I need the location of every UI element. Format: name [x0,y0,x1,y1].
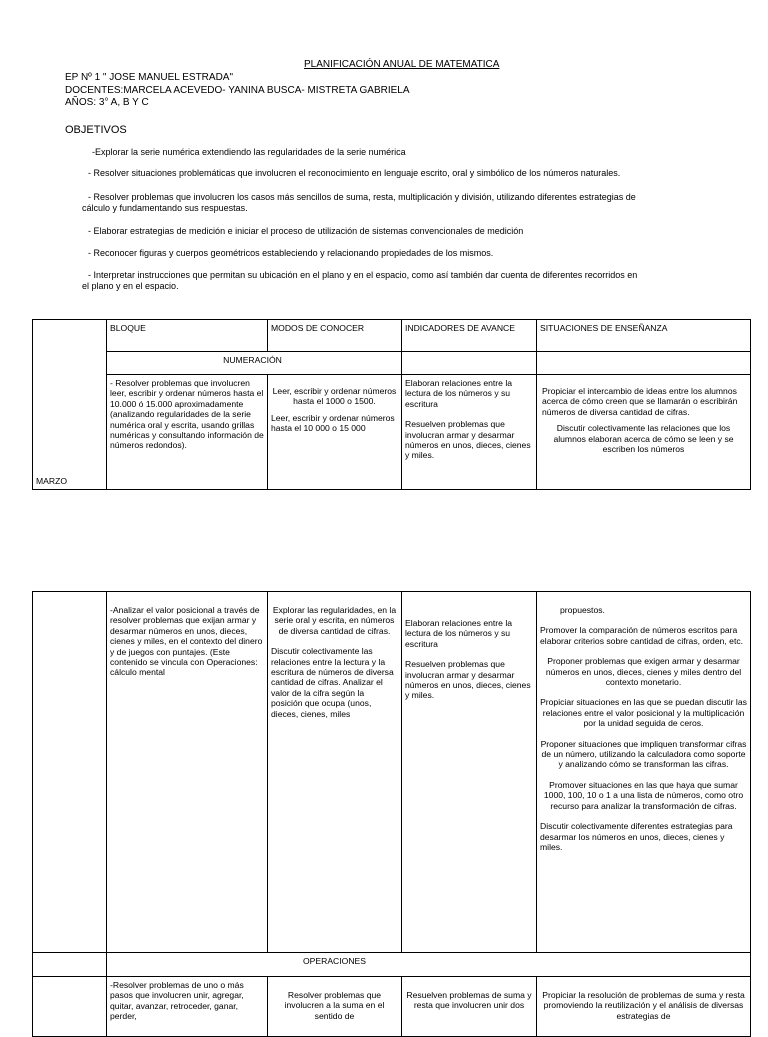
objective-line: - Reconocer figuras y cuerpos geométricos estableciendo y relacionando propiedades de los mismos. [88,248,494,258]
ops-situaciones-cell: Propiciar la resolución de problemas de suma y resta promoviendo la reutilización y el análisis de diversas estrategias de [537,977,751,1037]
objectives-heading: OBJETIVOS [65,124,127,136]
situaciones-cell [537,592,751,953]
month-cell-empty [33,977,107,1037]
modos-text: Leer, escribir y ordenar números hasta el 10 000 o 15 000 [271,412,395,434]
indicadores-cell [402,375,537,490]
modos-cell [268,375,402,490]
modos-text: Discutir colectivamente las relaciones entre la lectura y la escritura de números de diversa cantidad de cifras. Analizar el valor de la cifra según la posición que ocupa (unos, dieces, cienes, miles [271,646,394,719]
month-cell-empty [33,592,107,953]
bloque-cell: - Resolver problemas que involucren leer, escribir y ordenar números hasta el 10.000 ó 15.000 aproximadamente (analizando regularidades de la serie numérica oral y escrita, usando grillas numéricas y consultando información de números redondos). [107,375,268,490]
month-cell-empty [33,953,107,977]
month-cell [33,320,107,490]
situacion-text: Proponer situaciones que impliquen transformar cifras de un número, utilizando la calculadora como soporte y analizando cómo se transforman las cifras. [540,738,747,770]
objective-6 [82,270,638,292]
situacion-text: Promover la comparación de números escritos para elaborar criterios sobre cantidad de cifras, orden, etc. [540,625,744,646]
header-situaciones: SITUACIONES DE ENSEÑANZA [537,320,751,352]
situacion-text: Discutir colectivamente las relaciones que los alumnos elaboran acerca de cómo se leen y se escriben los números [553,423,734,455]
objective-line: el plano y en el espacio. [82,281,179,291]
header-modos: MODOS DE CONOCER [268,320,402,352]
section-operaciones [107,953,751,977]
ops-bloque-cell: -Resolver problemas de uno o más pasos que involucren unir, agregar, quitar, avanzar, retroceder, ganar, perder, [107,977,268,1037]
planning-table-continued [32,591,751,1037]
indicador-text: Elaboran relaciones entre la lectura de los números y su escritura [405,618,513,649]
modos-text: Explorar las regularidades, en la serie oral y escrita, en números de diversa cantidad de cifras. [272,605,397,636]
document-title: PLANIFICACIÓN ANUAL DE MATEMATICA [304,59,500,70]
modos-cell [268,592,402,953]
objective-1 [92,147,406,158]
objective-2 [88,168,620,179]
objective-line: cálculo y fundamentando sus respuestas. [82,203,248,213]
month-label: MARZO [36,475,68,486]
objective-line: - Resolver situaciones problemáticas que involucren el reconocimiento en lenguaje escrito, oral y simbólico de los números naturales. [88,168,621,178]
ops-modos-cell: Resolver problemas que involucren a la suma en el sentido de [268,977,402,1037]
situacion-text: Propiciar situaciones en las que se puedan discutir las relaciones entre el valor posicional y la multiplicación por la unidad seguida de ceros. [540,697,747,729]
indicador-text: Resuelven problemas que involucran armar y desarmar números en unos, dieces, cienes y miles. [405,659,531,701]
years-line: AÑOS: 3° A, B Y C [65,97,149,108]
situaciones-cell [537,375,751,490]
objective-4 [88,226,523,237]
objective-line: - Resolver problemas que involucren los casos más sencillos de suma, resta, multiplicación y división, utilizando diferentes estrategias de [88,192,636,202]
indicador-text: Resuelven problemas que involucran armar y desarmar números en unos, dieces, cienes y miles. [405,419,531,461]
indicador-text: Elaboran relaciones entre la lectura de los números y su escritura [405,378,513,409]
indicadores-cell [402,592,537,953]
header-indicadores: INDICADORES DE AVANCE [402,320,537,352]
situacion-text: Promover situaciones en las que haya que sumar 1000, 100, 10 o 1 a una lista de números, como otro recurso para analizar la transformación de cifras. [543,779,744,811]
planning-table-march [32,319,751,490]
objective-line: - Interpretar instrucciones que permitan su ubicación en el plano y en el espacio, como así también dar cuenta de diferentes recorridos en [88,270,638,280]
ops-indicadores-cell: Resuelven problemas de suma y resta que involucren unir dos [402,977,537,1037]
modos-text: Leer, escribir y ordenar números hasta el 1000 o 1500. [272,386,397,407]
teachers-line: DOCENTES:MARCELA ACEVEDO- YANINA BUSCA- MISTRETA GABRIELA [65,84,410,96]
school-name: EP Nº 1 " JOSE MANUEL ESTRADA" [65,72,234,83]
section-operaciones-label: OPERACIONES [302,956,367,966]
objective-5 [88,248,493,259]
situacion-text: Discutir colectivamente diferentes estrategias para desarmar los números en unos, dieces, cienes y miles. [540,821,733,852]
situacion-text: Proponer problemas que exigen armar y desarmar números en unos, dieces, cienes y miles dentro del contexto monetario. [545,656,742,688]
situacion-text: propuestos. [560,605,605,615]
section-numeracion: NUMERACIÓN [107,352,402,375]
objective-line: -Explorar la serie numérica extendiendo las regularidades de la serie numérica [92,147,406,157]
objective-line: - Elaborar estrategias de medición e iniciar el proceso de utilización de sistemas convencionales de medición [88,226,524,236]
objective-3 [82,192,636,214]
situacion-text: Propiciar el intercambio de ideas entre los alumnos acerca de cómo creen que se llamarán o escribirán números de diversa cantidad de cifras. [542,386,738,417]
bloque-cell: -Analizar el valor posicional a través de resolver problemas que exijan armar y desarmar números en unos, dieces, cienes y miles, en el contexto del dinero y de juegos con puntajes. (Este contenido se vincula con Operaciones: cálculo mental [107,592,268,953]
header-bloque: BLOQUE [107,320,268,352]
